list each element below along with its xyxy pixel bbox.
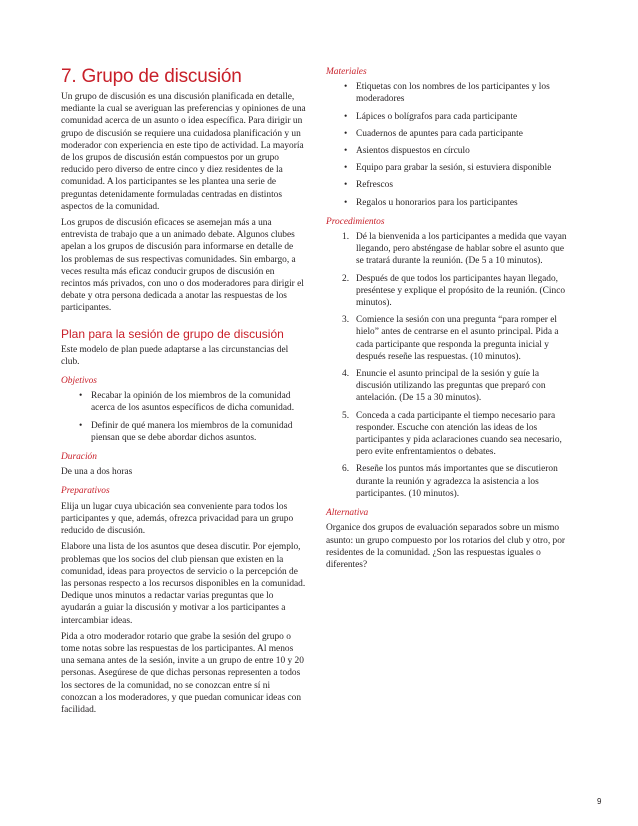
bullet-icon: • [344,82,348,93]
objetivos-list [61,390,306,444]
list-item: • Regalos u honorarios para los participantes [344,197,518,208]
right-column [326,66,573,575]
bullet-icon: • [79,391,83,402]
bullet-icon: • [344,197,348,208]
bullet-icon: • [79,420,83,431]
bullet-icon: • [344,180,348,191]
list-item: 3. Comience la sesión con una pregunta “para romper el hielo” antes de centrarse en el asunto principal. Pida a cada participante que responda la pregunta inicial y después reseñe las respuestas. (10 minutos). [342,315,559,362]
item-number: 6. [342,464,350,475]
bullet-icon: • [344,146,348,157]
list-item: • Lápices o bolígrafos para cada participante [344,111,518,122]
preparativos-paragraph-1: Elija un lugar cuya ubicación sea conveniente para todos los participantes y que, además, ofrezca privacidad para un grupo reducido de discusión. [61,501,294,537]
materiales-label: Materiales [326,67,367,77]
alternativa-text: Organice dos grupos de evaluación separados sobre un mismo asunto: un grupo compuesto por los rotarios del club y otro, por residentes de la comunidad. ¿Son las respuestas iguales o diferentes? [326,523,566,570]
preparativos-paragraph-3: Pida a otro moderador rotario que grabe la sesión del grupo o tome notas sobre las respuestas de los participantes. Al menos una semana antes de la sesión, invite a un grupo de entre 10 y 20 personas. Asegúrese de que dichas personas representen a todos los sectores de la comunidad, no se conozcan entre sí ni conozcan a los moderadores, y que puedan comunicar ideas con facilidad. [61,631,304,715]
objetivos-label: Objetivos [61,376,97,387]
procedimientos-list [326,231,573,500]
list-item: 1. Dé la bienvenida a los participantes a medida que vayan llegando, pero absténgase de hablar sobre el asunto que se tratará durante la reunión. (De 5 a 10 minutos). [342,232,567,267]
section-title: 7. Grupo de discusión [61,66,242,87]
materiales-list [326,81,573,209]
page-number: 9 [597,797,602,806]
list-item: • Refrescos [344,180,393,191]
list-item: • Cuadernos de apuntes para cada participante [344,128,523,139]
preparativos-paragraph-2: Elabore una lista de los asuntos que desea discutir. Por ejemplo, problemas que los socios del club piensan que existen en la comunidad, ideas para proyectos de servicio o la percepción de las personas respecto a los recursos disponibles en la comunidad. Dedique unos minutos a redactar varias preguntas que lo ayudarán a guiar la discusión y motivar a los participantes a intercambiar ideas. [61,542,306,626]
item-number: 5. [342,410,350,421]
list-item: • Equipo para grabar la sesión, si estuviera disponible [344,163,552,174]
duracion-text: De una a dos horas [61,467,133,478]
list-item: 2. Después de que todos los participantes hayan llegado, preséntese y explique el propósito de la reunión. (Cinco minutos). [342,273,566,309]
list-item: • Asientos dispuestos en círculo [344,146,470,157]
left-column [61,66,306,720]
list-item: • Recabar la opinión de los miembros de la comunidad acerca de los asuntos específicos de dicha comunidad. [79,391,295,414]
list-item: 6. Reseñe los puntos más importantes que se discutieron durante la reunión y agradezca la asistencia a los participantes. (10 minutos). [342,464,558,499]
bullet-icon: • [344,128,348,139]
duracion-label: Duración [61,452,97,463]
plan-text: Este modelo de plan puede adaptarse a las circunstancias del club. [61,344,289,367]
bullet-icon: • [344,111,348,122]
list-item: 4. Enuncie el asunto principal de la sesión y guíe la discusión utilizando las preguntas que preparó con antelación. (De 15 a 30 minutos). [342,369,546,404]
item-number: 4. [342,369,350,380]
item-number: 1. [342,232,350,243]
preparativos-label: Preparativos [61,486,110,497]
bullet-icon: • [344,163,348,174]
alternativa-label: Alternativa [326,508,369,519]
procedimientos-label: Procedimientos [326,216,385,227]
intro-paragraph-2: Los grupos de discusión eficaces se asemejan más a una entrevista de trabajo que a un animado debate. Algunos clubes apelan a los grupos de discusión para informarse en detalle de los problemas de sus respectivas comunidades. Sin embargo, a veces resulta más eficaz conducir grupos de discusión en recintos más privados, con uno o dos moderadores para dirigir el debate y otra persona dedicada a anotar las respuestas de los participantes. [61,218,304,314]
item-number: 2. [342,273,350,284]
list-item: 5. Conceda a cada participante el tiempo necesario para responder. Escuche con atención las ideas de los participantes y pida aclaraciones cuando sea necesario, pero evite enfrentamientos o debates. [342,410,562,458]
intro-paragraph-1: Un grupo de discusión es una discusión planificada en detalle, mediante la cual se averiguan las preferencias y opiniones de una comunidad acerca de un asunto o idea específica. Para dirigir un grupo de discusión se requiere una cuidadosa planificación y un moderador con experiencia en este tipo de actividad. La mayoría de los grupos de discusión están compuestos por un grupo reducido pero diverso de entre cinco y diez residentes de la comunidad. A los participantes se les plantea una serie de preguntas detenidamente formuladas centradas en distintos aspectos de la comunidad. [61,92,306,212]
plan-heading: Plan para la sesión de grupo de discusión [61,326,284,341]
item-number: 3. [342,315,350,326]
list-item: • Definir de qué manera los miembros de la comunidad piensan que se debe abordar dichos asuntos. [79,420,293,443]
list-item: • Etiquetas con los nombres de los participantes y los moderadores [344,82,550,105]
